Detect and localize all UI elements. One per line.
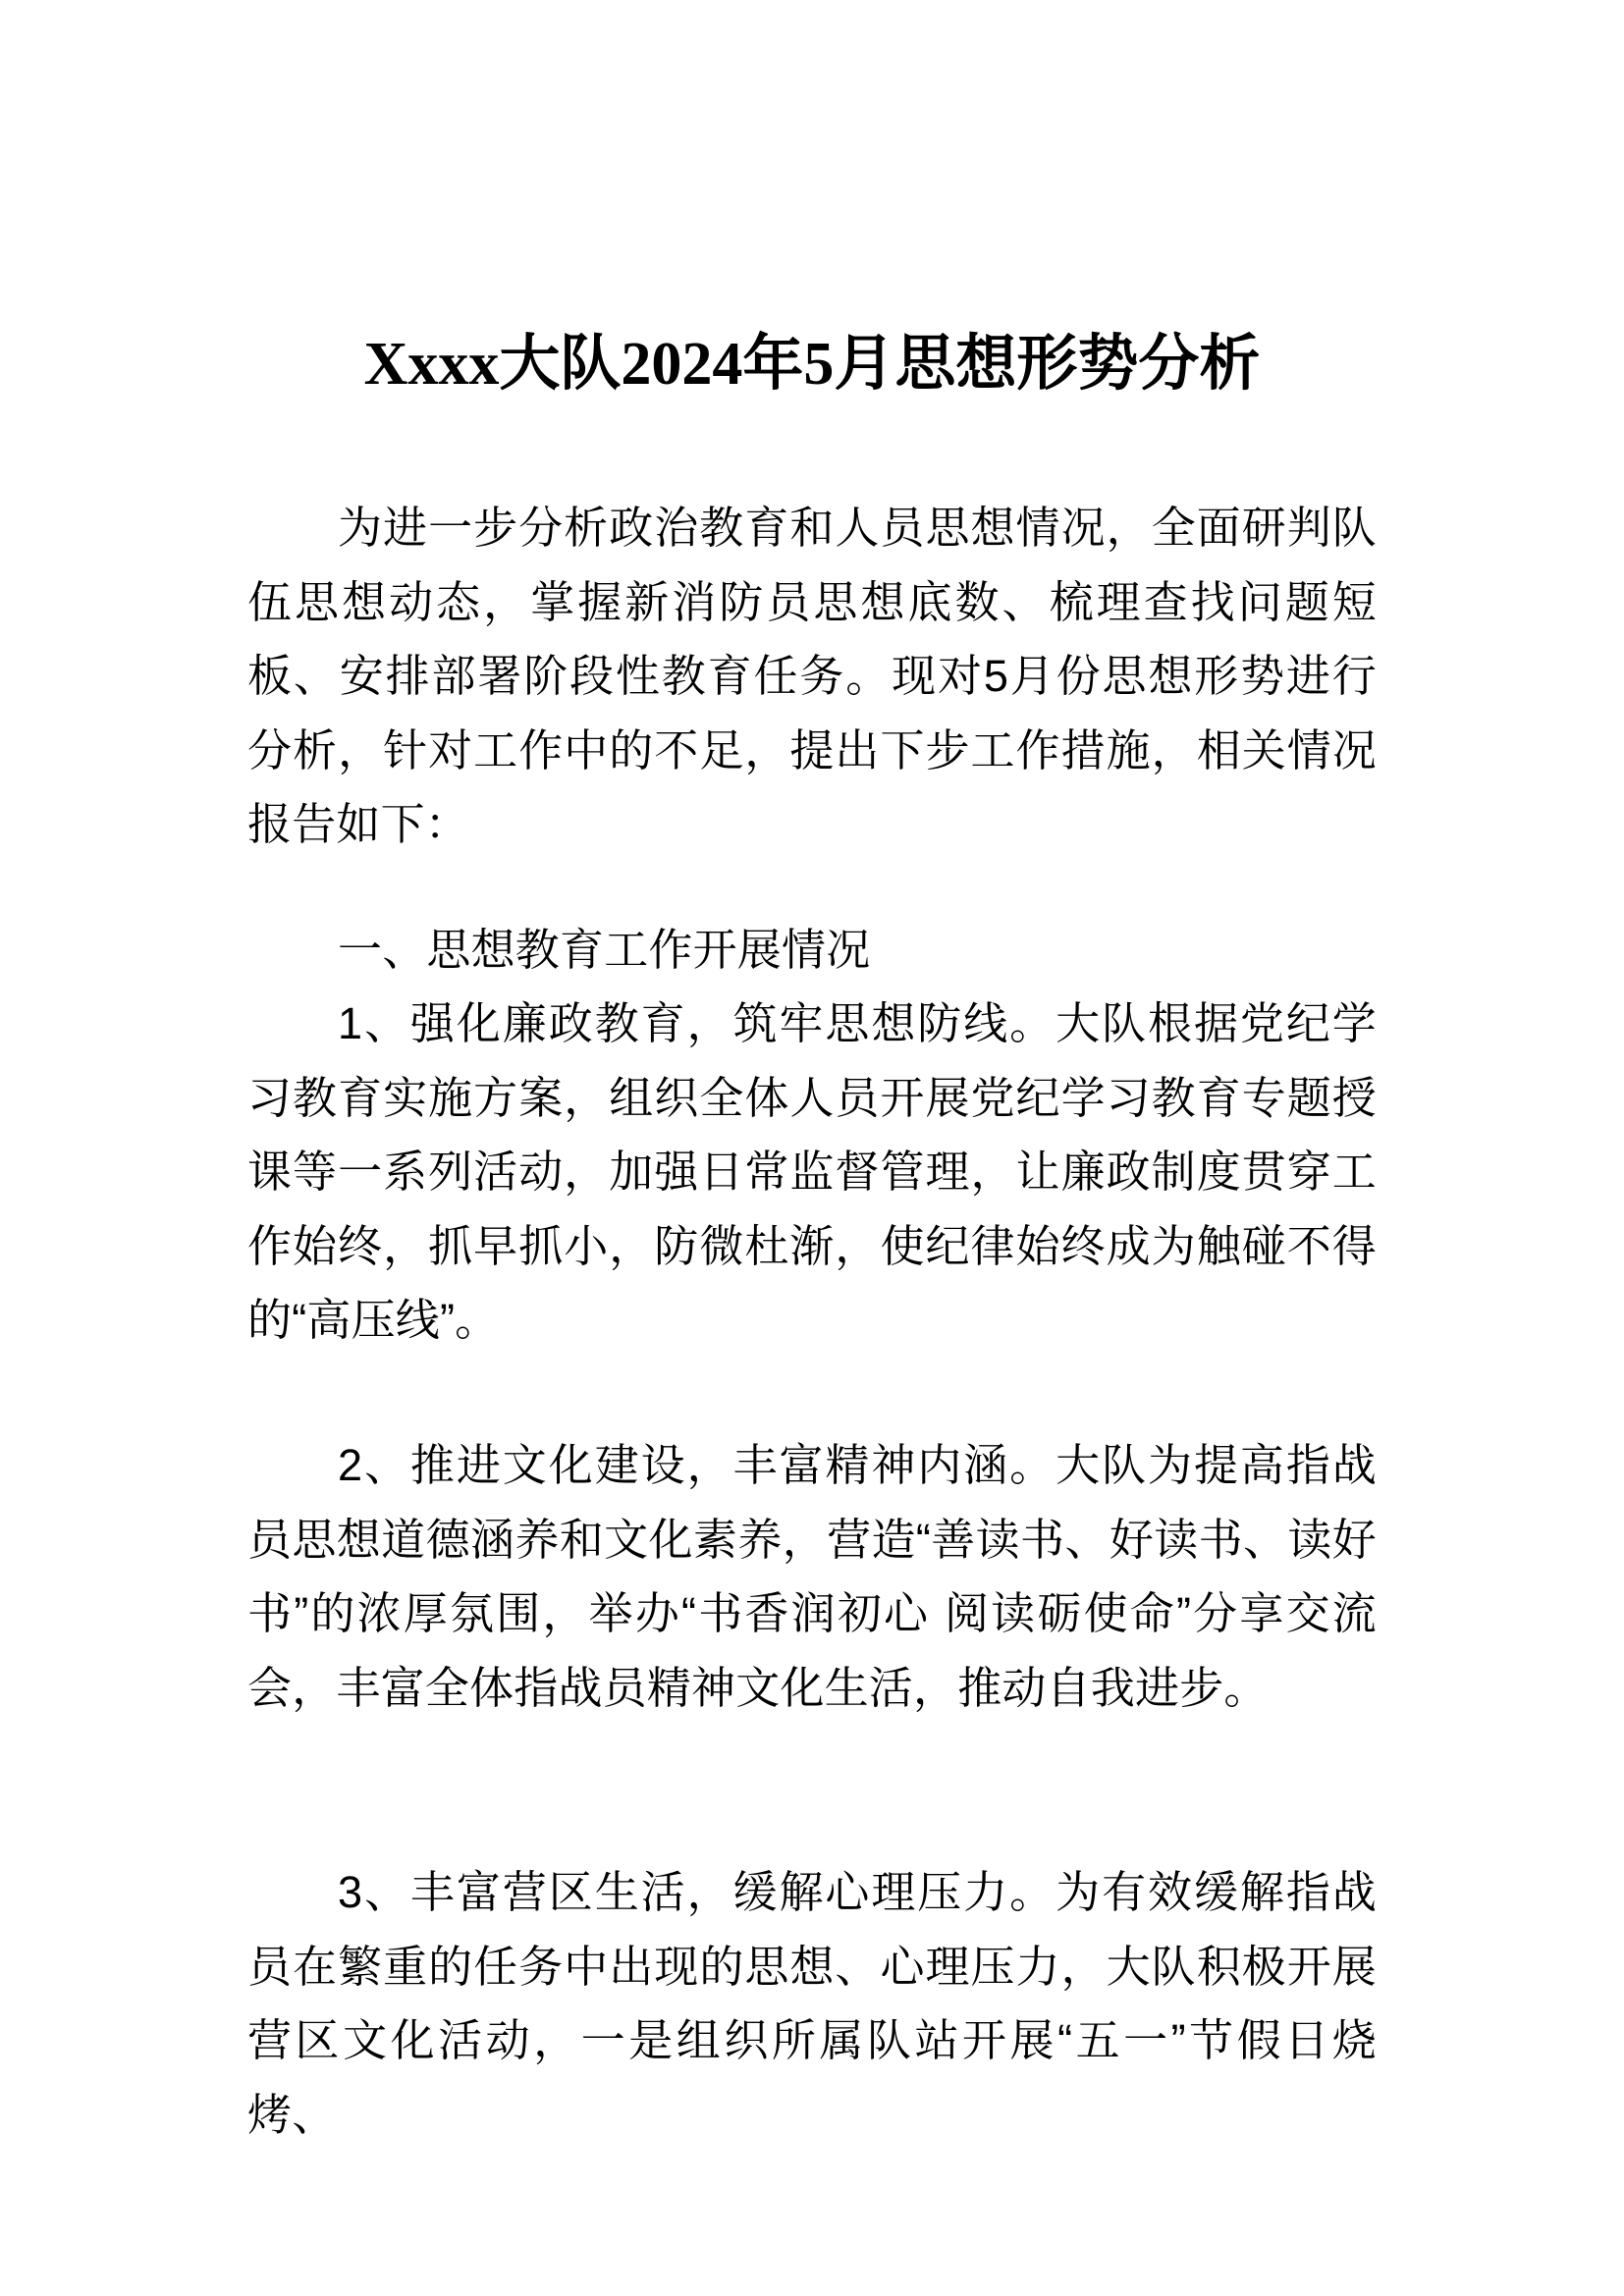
title-segment-cjk-3: 月思想形势分析: [834, 330, 1261, 398]
title-segment-latin-1: Xxxx: [363, 331, 500, 398]
paragraph-item-1-wrapper: [247, 987, 1377, 1358]
title-segment-cjk-2: 年: [742, 330, 804, 398]
document-body: [247, 0, 1377, 2296]
title-segment-cjk-1: 大队: [499, 330, 622, 398]
paragraph-intro-wrapper: [247, 491, 1377, 862]
title-segment-latin-3: 5: [803, 331, 835, 398]
page-title: [247, 326, 1377, 402]
paragraph-item-2-wrapper: [247, 1428, 1377, 1725]
section-1-heading: 一、思想教育工作开展情况: [338, 925, 871, 975]
section-heading-wrapper: [247, 913, 1377, 988]
title-segment-latin-2: 2024: [621, 331, 743, 398]
paragraph-item-1: 1、强化廉政教育，筑牢思想防线。大队根据党纪学习教育实施方案，组织全体人员开展党纪学习教育专题授课等一系列活动，加强日常监督管理，让廉政制度贯穿工作始终，抓早抓小，防微杜渐，使纪律始终成为触碰不得的“高压线”。: [247, 998, 1377, 1345]
paragraph-item-3-wrapper: [247, 1855, 1377, 2152]
paragraph-item-2: 2、推进文化建设，丰富精神内涵。大队为提高指战员思想道德涵养和文化素养，营造“善读书、好读书、读好书”的浓厚氛围，举办“书香润初心 阅读砺使命”分享交流会，丰富全体指战员精神文化生活，推动自我进步。: [247, 1440, 1377, 1713]
paragraph-intro: 为进一步分析政治教育和人员思想情况，全面研判队伍思想动态，掌握新消防员思想底数、梳理查找问题短板、安排部署阶段性教育任务。现对5月份思想形势进行分析，针对工作中的不足，提出下步工作措施，相关情况报告如下：: [247, 503, 1377, 849]
paragraph-item-3: 3、丰富营区生活，缓解心理压力。为有效缓解指战员在繁重的任务中出现的思想、心理压力，大队积极开展营区文化活动，一是组织所属队站开展“五一”节假日烧烤、: [247, 1867, 1377, 2140]
